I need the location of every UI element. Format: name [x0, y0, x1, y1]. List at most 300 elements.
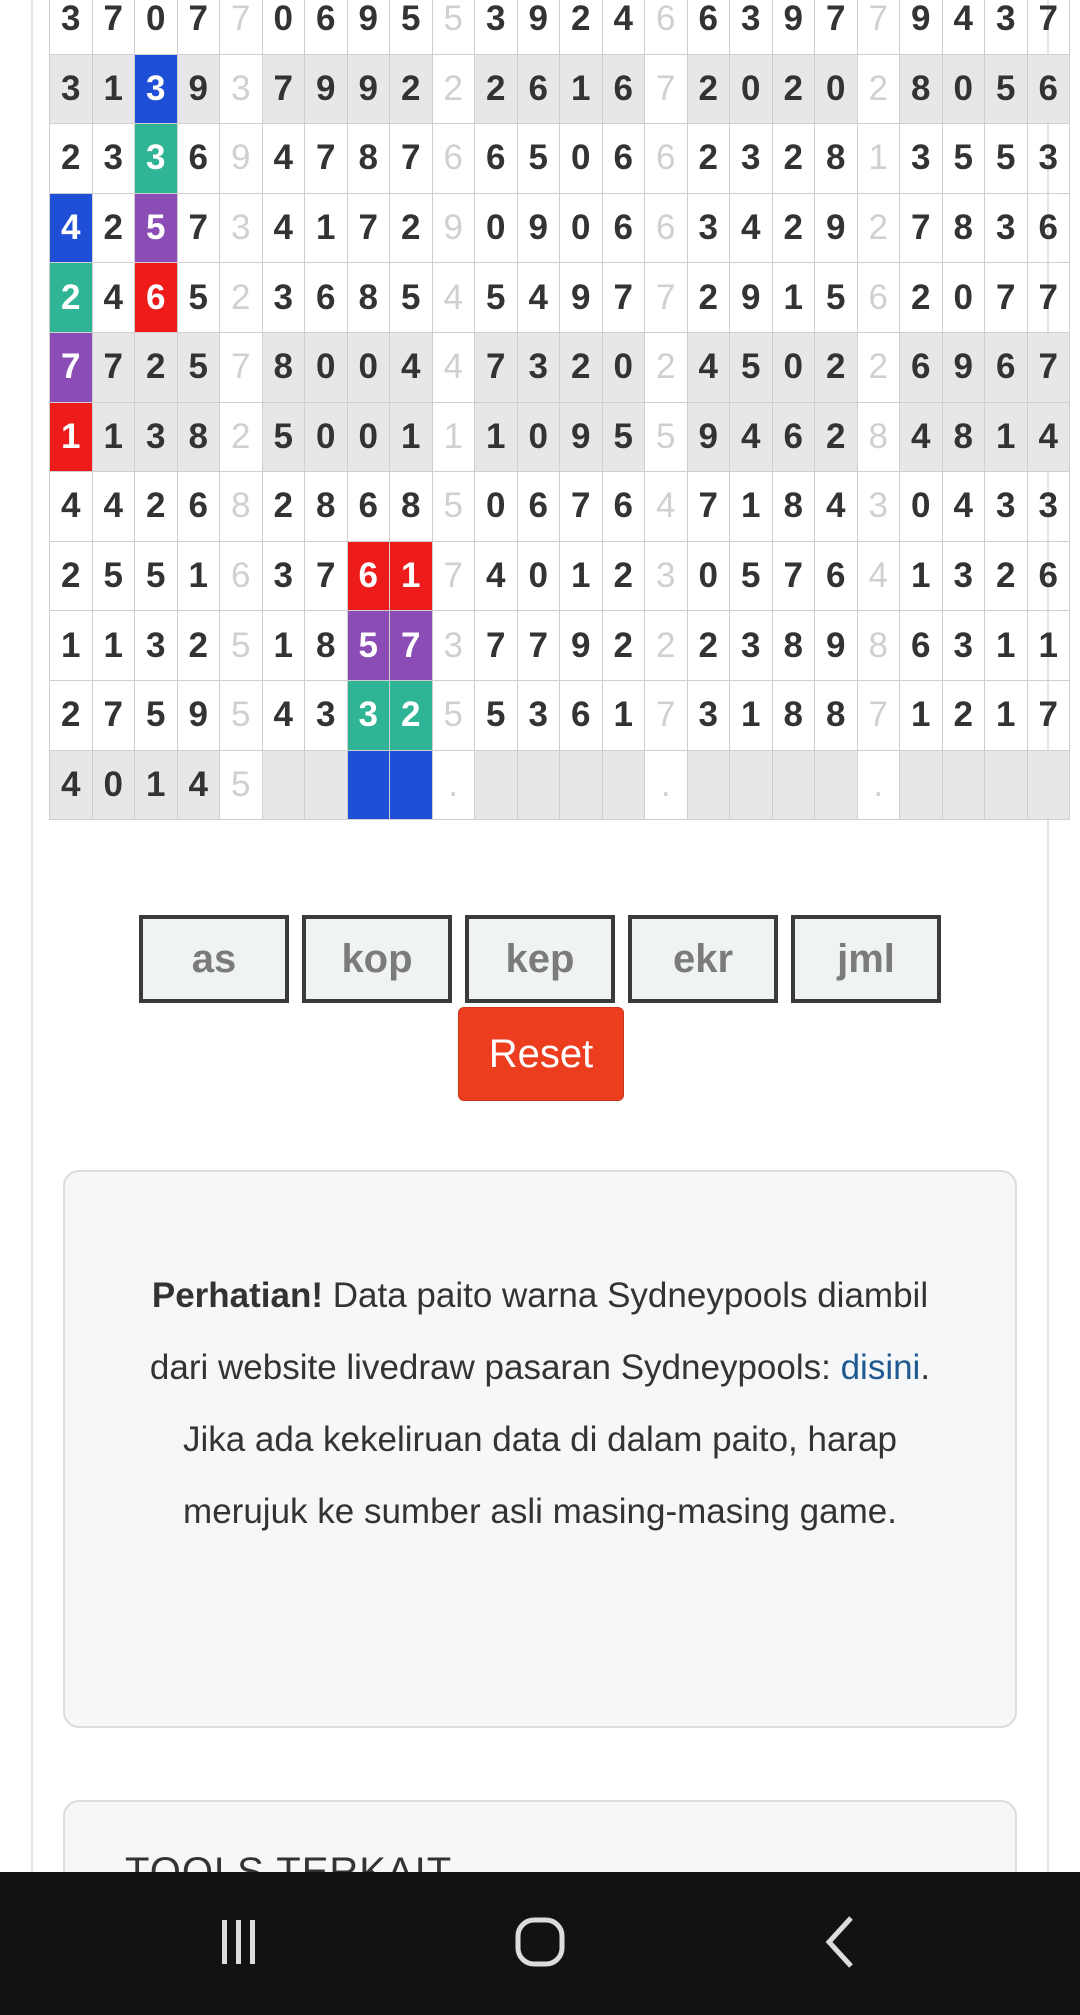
paito-cell[interactable]: 9	[560, 402, 603, 472]
paito-cell[interactable]: 4	[50, 472, 93, 542]
paito-cell[interactable]: 6	[602, 54, 645, 124]
paito-cell[interactable]: 4	[942, 0, 985, 54]
paito-cell[interactable]: 9	[220, 124, 263, 194]
paito-cell[interactable]: 2	[432, 54, 475, 124]
paito-cell[interactable]: 3	[262, 541, 305, 611]
paito-cell[interactable]: 7	[305, 541, 348, 611]
paito-cell[interactable]: 8	[815, 680, 858, 750]
paito-cell[interactable]: 6	[1027, 193, 1070, 263]
paito-cell[interactable]: 8	[815, 124, 858, 194]
paito-cell[interactable]: 7	[305, 124, 348, 194]
paito-cell[interactable]: 4	[730, 402, 773, 472]
paito-cell[interactable]: 7	[857, 0, 900, 54]
paito-cell[interactable]: 8	[177, 402, 220, 472]
paito-cell[interactable]: 2	[772, 124, 815, 194]
paito-cell[interactable]: 2	[560, 0, 603, 54]
paito-cell[interactable]: 8	[772, 680, 815, 750]
paito-cell[interactable]: 6	[177, 124, 220, 194]
paito-cell[interactable]: 3	[985, 472, 1028, 542]
paito-cell[interactable]	[687, 750, 730, 820]
paito-cell[interactable]: 1	[1027, 611, 1070, 681]
paito-cell[interactable]: 0	[262, 0, 305, 54]
paito-cell[interactable]: 3	[1027, 472, 1070, 542]
paito-cell[interactable]: 6	[602, 124, 645, 194]
paito-cell[interactable]: .	[645, 750, 688, 820]
paito-cell[interactable]: 7	[602, 263, 645, 333]
paito-cell[interactable]: 1	[900, 541, 943, 611]
paito-cell[interactable]: 6	[687, 0, 730, 54]
paito-cell[interactable]: 5	[432, 0, 475, 54]
paito-cell[interactable]: 5	[262, 402, 305, 472]
paito-cell[interactable]: 3	[305, 680, 348, 750]
paito-cell[interactable]: 8	[347, 124, 390, 194]
paito-cell[interactable]: 6	[475, 124, 518, 194]
paito-cell[interactable]: 1	[177, 541, 220, 611]
paito-cell[interactable]: 3	[220, 54, 263, 124]
paito-cell[interactable]: 5	[942, 124, 985, 194]
paito-cell[interactable]: 0	[92, 750, 135, 820]
paito-cell[interactable]: 2	[220, 263, 263, 333]
notice-source-link[interactable]: disini	[840, 1348, 921, 1387]
paito-cell[interactable]: 2	[390, 54, 433, 124]
paito-cell[interactable]: 4	[262, 124, 305, 194]
paito-cell[interactable]: 9	[517, 193, 560, 263]
paito-cell[interactable]: 5	[347, 611, 390, 681]
paito-cell[interactable]: 3	[50, 0, 93, 54]
paito-cell[interactable]: 3	[1027, 124, 1070, 194]
paito-cell[interactable]: 7	[390, 124, 433, 194]
paito-cell[interactable]	[475, 750, 518, 820]
paito-cell[interactable]: 6	[985, 332, 1028, 402]
paito-cell[interactable]: 0	[560, 124, 603, 194]
paito-cell[interactable]: 6	[602, 193, 645, 263]
paito-cell[interactable]: 5	[390, 0, 433, 54]
paito-cell[interactable]: 4	[92, 263, 135, 333]
paito-cell[interactable]: 1	[92, 402, 135, 472]
paito-cell[interactable]: 6	[305, 263, 348, 333]
paito-cell[interactable]: 6	[135, 263, 178, 333]
paito-cell[interactable]: 6	[900, 611, 943, 681]
paito-cell[interactable]	[1027, 750, 1070, 820]
paito-cell[interactable]: 4	[432, 332, 475, 402]
paito-cell[interactable]: 5	[517, 124, 560, 194]
paito-cell[interactable]: 4	[50, 193, 93, 263]
paito-cell[interactable]: 9	[560, 611, 603, 681]
paito-cell[interactable]	[815, 750, 858, 820]
paito-cell[interactable]: 7	[985, 263, 1028, 333]
paito-cell[interactable]: 7	[645, 680, 688, 750]
paito-cell[interactable]: 3	[730, 611, 773, 681]
paito-cell[interactable]: 5	[177, 263, 220, 333]
paito-cell[interactable]: 7	[432, 541, 475, 611]
paito-cell[interactable]: 5	[985, 124, 1028, 194]
tab-kop[interactable]: kop	[302, 915, 452, 1003]
paito-cell[interactable]	[262, 750, 305, 820]
paito-cell[interactable]: 9	[177, 54, 220, 124]
paito-cell[interactable]: 2	[815, 402, 858, 472]
paito-cell[interactable]: 9	[815, 611, 858, 681]
paito-cell[interactable]: .	[432, 750, 475, 820]
paito-cell[interactable]: 4	[730, 193, 773, 263]
paito-cell[interactable]: 7	[772, 541, 815, 611]
paito-cell[interactable]: 5	[815, 263, 858, 333]
paito-cell[interactable]: 9	[730, 263, 773, 333]
home-icon[interactable]	[485, 1907, 595, 1977]
paito-cell[interactable]	[305, 750, 348, 820]
paito-cell[interactable]: 6	[857, 263, 900, 333]
paito-cell[interactable]: 9	[772, 0, 815, 54]
paito-cell[interactable]: 4	[942, 472, 985, 542]
paito-cell[interactable]: 2	[475, 54, 518, 124]
paito-cell[interactable]: 2	[50, 124, 93, 194]
paito-cell[interactable]: 2	[772, 54, 815, 124]
paito-cell[interactable]: 8	[262, 332, 305, 402]
paito-cell[interactable]: 7	[1027, 680, 1070, 750]
paito-cell[interactable]: 2	[50, 263, 93, 333]
paito-cell[interactable]: 6	[900, 332, 943, 402]
paito-cell[interactable]: 9	[305, 54, 348, 124]
paito-cell[interactable]: 7	[475, 611, 518, 681]
paito-cell[interactable]: 6	[645, 193, 688, 263]
paito-cell[interactable]: 0	[815, 54, 858, 124]
paito-cell[interactable]: 1	[432, 402, 475, 472]
paito-cell[interactable]: 6	[1027, 541, 1070, 611]
paito-cell[interactable]: 7	[1027, 0, 1070, 54]
paito-cell[interactable]: 3	[135, 611, 178, 681]
paito-cell[interactable]: 0	[305, 402, 348, 472]
paito-cell[interactable]: 4	[517, 263, 560, 333]
paito-cell[interactable]: 0	[942, 54, 985, 124]
paito-cell[interactable]: 3	[942, 611, 985, 681]
paito-cell[interactable]: 1	[390, 541, 433, 611]
paito-cell[interactable]: 3	[432, 611, 475, 681]
paito-cell[interactable]: 2	[602, 541, 645, 611]
paito-cell[interactable]: 1	[92, 611, 135, 681]
paito-cell[interactable]: 1	[730, 472, 773, 542]
paito-cell[interactable]: 1	[135, 750, 178, 820]
paito-cell[interactable]: 3	[220, 193, 263, 263]
paito-cell[interactable]: 0	[730, 54, 773, 124]
paito-cell[interactable]: 2	[177, 611, 220, 681]
paito-cell[interactable]: 3	[475, 0, 518, 54]
paito-cell[interactable]: 0	[305, 332, 348, 402]
paito-cell[interactable]: 2	[815, 332, 858, 402]
paito-cell[interactable]: 8	[772, 472, 815, 542]
paito-cell[interactable]: 5	[432, 472, 475, 542]
paito-cell[interactable]: 4	[262, 680, 305, 750]
paito-cell[interactable]: 9	[687, 402, 730, 472]
paito-cell[interactable]: 0	[347, 332, 390, 402]
paito-cell[interactable]: 6	[645, 124, 688, 194]
paito-cell[interactable]: 5	[135, 680, 178, 750]
paito-cell[interactable]: 5	[645, 402, 688, 472]
paito-cell[interactable]: 1	[857, 124, 900, 194]
paito-cell[interactable]: 0	[475, 193, 518, 263]
paito-cell[interactable]: 0	[517, 402, 560, 472]
paito-cell[interactable]	[560, 750, 603, 820]
paito-cell[interactable]: 7	[390, 611, 433, 681]
paito-cell[interactable]: 3	[135, 54, 178, 124]
paito-cell[interactable]	[985, 750, 1028, 820]
paito-cell[interactable]: 7	[645, 263, 688, 333]
paito-cell[interactable]: 5	[475, 263, 518, 333]
recent-apps-icon[interactable]	[183, 1907, 293, 1977]
paito-cell[interactable]: 6	[220, 541, 263, 611]
paito-cell[interactable]: 2	[857, 54, 900, 124]
paito-cell[interactable]: 8	[305, 611, 348, 681]
paito-cell[interactable]: 2	[220, 402, 263, 472]
paito-cell[interactable]: 6	[517, 472, 560, 542]
paito-cell[interactable]: 2	[135, 332, 178, 402]
paito-cell[interactable]: 2	[772, 193, 815, 263]
paito-cell[interactable]: 3	[50, 54, 93, 124]
paito-cell[interactable]: 7	[1027, 263, 1070, 333]
paito-cell[interactable]: 8	[220, 472, 263, 542]
paito-cell[interactable]: 2	[390, 680, 433, 750]
paito-cell[interactable]: 2	[687, 124, 730, 194]
paito-cell[interactable]	[942, 750, 985, 820]
paito-cell[interactable]: 8	[347, 263, 390, 333]
paito-cell[interactable]: 9	[177, 680, 220, 750]
paito-cell[interactable]: 2	[645, 332, 688, 402]
paito-cell[interactable]: 9	[942, 332, 985, 402]
paito-cell[interactable]: 4	[432, 263, 475, 333]
paito-cell[interactable]: 8	[900, 54, 943, 124]
paito-cell[interactable]: 1	[475, 402, 518, 472]
paito-cell[interactable]: 5	[985, 54, 1028, 124]
paito-cell[interactable]: 6	[347, 472, 390, 542]
paito-cell[interactable]: 1	[985, 680, 1028, 750]
paito-cell[interactable]: 3	[135, 124, 178, 194]
paito-cell[interactable]: 1	[50, 402, 93, 472]
paito-cell[interactable]: 8	[857, 611, 900, 681]
paito-cell[interactable]: 8	[942, 193, 985, 263]
paito-cell[interactable]: 1	[900, 680, 943, 750]
paito-cell[interactable]: 2	[857, 332, 900, 402]
paito-cell[interactable]: 3	[985, 193, 1028, 263]
tab-kep[interactable]: kep	[465, 915, 615, 1003]
paito-cell[interactable]: 9	[815, 193, 858, 263]
paito-cell[interactable]: 3	[262, 263, 305, 333]
paito-cell[interactable]: 6	[432, 124, 475, 194]
paito-cell[interactable]: 1	[730, 680, 773, 750]
paito-cell[interactable]: 9	[560, 263, 603, 333]
paito-cell[interactable]: 3	[942, 541, 985, 611]
paito-cell[interactable]: 5	[730, 332, 773, 402]
paito-cell[interactable]: 5	[390, 263, 433, 333]
paito-cell[interactable]: 6	[645, 0, 688, 54]
paito-cell[interactable]: 5	[602, 402, 645, 472]
paito-cell[interactable]: 5	[177, 332, 220, 402]
paito-cell[interactable]: 2	[390, 193, 433, 263]
paito-cell[interactable]: 7	[50, 332, 93, 402]
paito-cell[interactable]: 1	[985, 611, 1028, 681]
tab-as[interactable]: as	[139, 915, 289, 1003]
paito-cell[interactable]: 1	[985, 402, 1028, 472]
paito-cell[interactable]: 3	[687, 680, 730, 750]
tab-ekr[interactable]: ekr	[628, 915, 778, 1003]
paito-cell[interactable]: 7	[517, 611, 560, 681]
back-icon[interactable]	[788, 1907, 898, 1977]
paito-cell[interactable]: 1	[262, 611, 305, 681]
paito-cell[interactable]: 2	[50, 541, 93, 611]
paito-cell[interactable]: 4	[50, 750, 93, 820]
paito-cell[interactable]: 2	[135, 472, 178, 542]
paito-cell[interactable]: 6	[177, 472, 220, 542]
paito-cell[interactable]: 3	[900, 124, 943, 194]
paito-cell[interactable]: 5	[220, 680, 263, 750]
paito-cell[interactable]: 7	[475, 332, 518, 402]
paito-cell[interactable]: 7	[645, 54, 688, 124]
paito-cell[interactable]: 6	[815, 541, 858, 611]
paito-cell[interactable]: 0	[900, 472, 943, 542]
paito-cell[interactable]: 3	[730, 124, 773, 194]
paito-cell[interactable]: 2	[602, 611, 645, 681]
paito-cell[interactable]	[390, 750, 433, 820]
paito-cell[interactable]: 2	[900, 263, 943, 333]
paito-cell[interactable]	[772, 750, 815, 820]
paito-cell[interactable]: 7	[687, 472, 730, 542]
paito-cell[interactable]: 0	[772, 332, 815, 402]
paito-cell[interactable]: 7	[1027, 332, 1070, 402]
paito-cell[interactable]: 7	[262, 54, 305, 124]
paito-cell[interactable]	[602, 750, 645, 820]
paito-cell[interactable]: 7	[347, 193, 390, 263]
paito-cell[interactable]: 1	[390, 402, 433, 472]
paito-cell[interactable]: 0	[475, 472, 518, 542]
paito-cell[interactable]: 8	[857, 402, 900, 472]
paito-cell[interactable]: 7	[815, 0, 858, 54]
paito-cell[interactable]	[347, 750, 390, 820]
paito-cell[interactable]: 2	[92, 193, 135, 263]
paito-cell[interactable]: 2	[687, 263, 730, 333]
paito-cell[interactable]: 9	[900, 0, 943, 54]
paito-cell[interactable]: 5	[432, 680, 475, 750]
paito-cell[interactable]: 4	[92, 472, 135, 542]
paito-cell[interactable]	[730, 750, 773, 820]
paito-cell[interactable]: 1	[602, 680, 645, 750]
paito-cell[interactable]: 1	[305, 193, 348, 263]
paito-cell[interactable]: 7	[900, 193, 943, 263]
paito-cell[interactable]: 5	[135, 193, 178, 263]
paito-cell[interactable]	[517, 750, 560, 820]
paito-cell[interactable]: 3	[92, 124, 135, 194]
paito-cell[interactable]: 7	[92, 680, 135, 750]
tab-jml[interactable]: jml	[791, 915, 941, 1003]
paito-cell[interactable]: 0	[602, 332, 645, 402]
paito-cell[interactable]: 5	[220, 750, 263, 820]
paito-grid-container[interactable]	[49, 0, 1080, 820]
paito-cell[interactable]: 3	[517, 680, 560, 750]
paito-cell[interactable]: 4	[900, 402, 943, 472]
paito-cell[interactable]: 3	[347, 680, 390, 750]
paito-cell[interactable]: 6	[347, 541, 390, 611]
paito-cell[interactable]: 6	[560, 680, 603, 750]
paito-cell[interactable]: 6	[1027, 54, 1070, 124]
paito-cell[interactable]: 2	[262, 472, 305, 542]
paito-cell[interactable]: 0	[517, 541, 560, 611]
paito-cell[interactable]: 2	[560, 332, 603, 402]
paito-cell[interactable]: 7	[177, 0, 220, 54]
paito-cell[interactable]: 3	[730, 0, 773, 54]
paito-cell[interactable]: 4	[262, 193, 305, 263]
paito-cell[interactable]: 2	[942, 680, 985, 750]
paito-cell[interactable]: 0	[347, 402, 390, 472]
paito-cell[interactable]: .	[857, 750, 900, 820]
paito-cell[interactable]: 7	[220, 332, 263, 402]
paito-cell[interactable]: 0	[942, 263, 985, 333]
paito-cell[interactable]: 7	[92, 332, 135, 402]
paito-cell[interactable]: 7	[220, 0, 263, 54]
paito-cell[interactable]: 1	[560, 541, 603, 611]
paito-cell[interactable]: 4	[602, 0, 645, 54]
paito-row	[50, 402, 1070, 472]
paito-cell[interactable]	[900, 750, 943, 820]
paito-cell[interactable]: 3	[517, 332, 560, 402]
paito-cell[interactable]: 4	[390, 332, 433, 402]
paito-cell[interactable]: 5	[730, 541, 773, 611]
paito-cell[interactable]: 0	[687, 541, 730, 611]
paito-cell[interactable]: 2	[857, 193, 900, 263]
paito-cell[interactable]: 4	[177, 750, 220, 820]
reset-button[interactable]: Reset	[458, 1007, 624, 1101]
paito-cell[interactable]: 7	[560, 472, 603, 542]
paito-cell[interactable]: 4	[475, 541, 518, 611]
paito-cell[interactable]: 7	[857, 680, 900, 750]
paito-cell[interactable]: 2	[50, 680, 93, 750]
paito-cell[interactable]: 6	[305, 0, 348, 54]
paito-cell[interactable]: 8	[942, 402, 985, 472]
paito-cell[interactable]: 0	[560, 193, 603, 263]
paito-cell[interactable]: 2	[985, 541, 1028, 611]
paito-cell[interactable]: 3	[687, 193, 730, 263]
paito-cell[interactable]: 9	[517, 0, 560, 54]
paito-cell[interactable]: 6	[772, 402, 815, 472]
paito-cell[interactable]: 4	[1027, 402, 1070, 472]
paito-cell[interactable]: 1	[772, 263, 815, 333]
paito-cell[interactable]: 3	[135, 402, 178, 472]
paito-cell[interactable]: 6	[602, 472, 645, 542]
paito-cell[interactable]: 5	[135, 541, 178, 611]
paito-cell[interactable]: 7	[92, 0, 135, 54]
paito-cell[interactable]: 2	[645, 611, 688, 681]
paito-cell[interactable]: 1	[50, 611, 93, 681]
paito-cell[interactable]: 3	[985, 0, 1028, 54]
paito-cell[interactable]: 8	[390, 472, 433, 542]
paito-cell[interactable]: 4	[815, 472, 858, 542]
paito-cell[interactable]: 5	[92, 541, 135, 611]
paito-cell[interactable]: 8	[772, 611, 815, 681]
paito-cell[interactable]: 9	[432, 193, 475, 263]
paito-cell[interactable]: 1	[92, 54, 135, 124]
paito-cell[interactable]: 1	[560, 54, 603, 124]
paito-cell[interactable]: 9	[347, 54, 390, 124]
paito-cell[interactable]: 2	[687, 54, 730, 124]
paito-cell[interactable]: 9	[347, 0, 390, 54]
paito-cell[interactable]: 4	[857, 541, 900, 611]
paito-cell[interactable]: 5	[475, 680, 518, 750]
paito-cell[interactable]: 4	[687, 332, 730, 402]
paito-cell[interactable]: 5	[220, 611, 263, 681]
paito-cell[interactable]: 3	[645, 541, 688, 611]
paito-cell[interactable]: 2	[687, 611, 730, 681]
paito-cell[interactable]: 3	[857, 472, 900, 542]
paito-cell[interactable]: 6	[517, 54, 560, 124]
paito-cell[interactable]: 8	[305, 472, 348, 542]
paito-cell[interactable]: 7	[177, 193, 220, 263]
paito-cell[interactable]: 0	[135, 0, 178, 54]
paito-cell[interactable]: 4	[645, 472, 688, 542]
